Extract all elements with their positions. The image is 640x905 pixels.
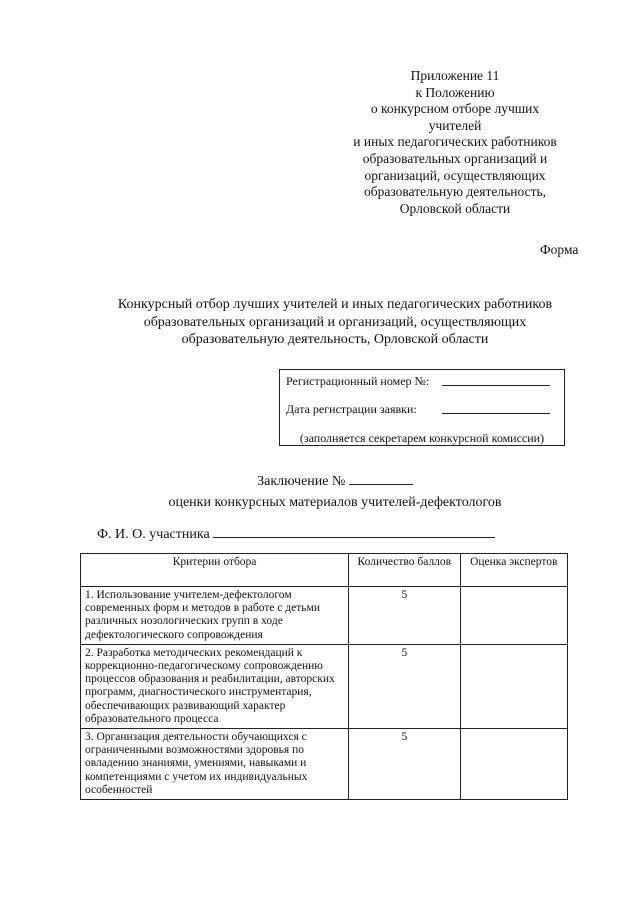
form-label: Форма — [540, 242, 579, 257]
table-row — [81, 644, 568, 728]
conclusion-title: Заключение № — [257, 474, 346, 489]
registration-number-label: Регистрационный номер №: — [286, 374, 430, 388]
criteria-table — [80, 553, 568, 800]
table-row — [81, 587, 568, 645]
registration-date-field[interactable] — [442, 413, 550, 414]
conclusion-number-field[interactable] — [349, 471, 413, 485]
appendix-line: Приложение 11 — [410, 68, 500, 83]
column-header-points: Количество баллов — [349, 554, 460, 587]
conclusion-subtitle: оценки конкурсных материалов учителей-дефектологов — [168, 495, 502, 510]
appendix-line: образовательных организаций и — [362, 150, 548, 166]
title-line: образовательную деятельность, Орловской области — [181, 332, 489, 347]
appendix-line: и иных педагогических работников — [353, 134, 557, 150]
registration-note: (заполняется секретарем конкурсной комиссии) — [299, 431, 545, 445]
points-cell: 5 — [349, 729, 460, 800]
table-header-row — [81, 554, 568, 587]
criterion-cell: 1. Использование учителем-дефектологом современных форм и методов в работе с детьми различных нозологических групп в ходе дефектологического сопровождения — [81, 587, 349, 645]
table-row — [81, 729, 568, 800]
column-header-expert: Оценка экспертов — [460, 554, 567, 587]
registration-date-label: Дата регистрации заявки: — [286, 402, 417, 416]
title-line: образовательных организаций и организаций, осуществляющих — [143, 314, 527, 330]
points-cell: 5 — [349, 587, 460, 645]
expert-score-cell[interactable] — [460, 729, 567, 800]
appendix-line: образовательную деятельность, — [363, 184, 546, 200]
conclusion-heading — [90, 471, 580, 512]
points-cell: 5 — [349, 644, 460, 728]
column-header-criteria: Критерии отбора — [81, 554, 349, 587]
title-line: Конкурсный отбор лучших учителей и иных педагогических работников — [117, 297, 553, 312]
appendix-line: организаций, осуществляющих — [364, 167, 546, 183]
expert-score-cell[interactable] — [460, 644, 567, 728]
registration-number-field[interactable] — [442, 385, 550, 386]
registration-box — [279, 369, 565, 446]
criterion-cell: 3. Организация деятельности обучающихся с ограниченными возможностями здоровья по овладению знаниями, умениями, навыками и компетенциями с учетом их индивидуальных особенностей — [81, 729, 349, 800]
participant-name-field[interactable] — [213, 524, 495, 538]
expert-score-cell[interactable] — [460, 587, 567, 645]
appendix-line: учителей — [428, 117, 482, 133]
participant-row — [97, 524, 495, 543]
appendix-header — [330, 68, 580, 217]
appendix-line: о конкурсном отборе лучших — [370, 101, 540, 117]
criterion-cell: 2. Разработка методических рекомендаций к коррекционно-педагогическому сопровождению процессов образования и реабилитации, авторских программ, диагностического инструментария, обеспечивающих развивающий характер образовательного процесса — [81, 644, 349, 728]
document-title — [40, 296, 630, 349]
appendix-line: к Положению — [415, 84, 495, 100]
participant-label: Ф. И. О. участника — [97, 527, 210, 542]
appendix-line: Орловской области — [399, 200, 511, 216]
